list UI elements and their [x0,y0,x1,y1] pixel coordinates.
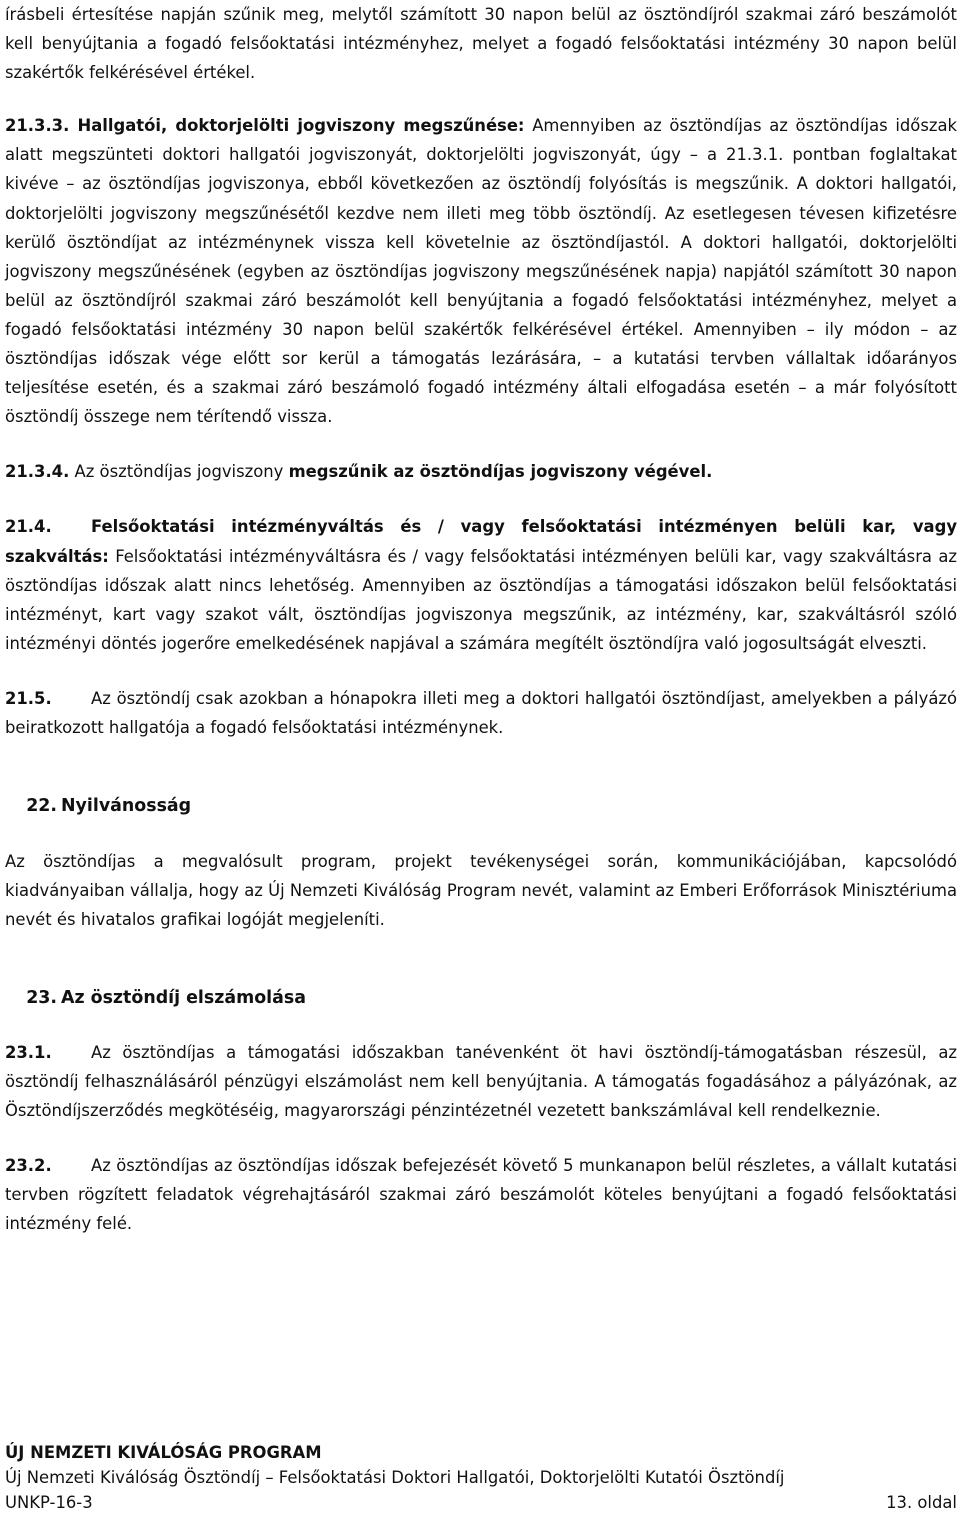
section-23-1-text: Az ösztöndíjas a támogatási időszakban tanévenként öt havi ösztöndíj-támogatásban részesül, az ösztöndíj felhasználásáról pénzügyi elszámolást nem kell benyújtania. A támogatás fogadásához a pályázónak, az Ösztöndíjszerződés megkötéséig, magyarországi pénzintézetnél vezetett bankszámlával kell rendelkeznie. [5,1042,957,1120]
section-23-1-number: 23.1. [5,1042,52,1062]
section-21-3-4-number: 21.3.4. [5,462,70,482]
intro-text: írásbeli értesítése napján szűnik meg, melytől számított 30 napon belül az ösztöndíjról szakmai záró beszámolót kell benyújtania a fogadó felsőoktatási intézményhez, melyet a fogadó felsőoktatási intézmény 30 napon belül szakértők felkérésével értékel. [5,5,957,83]
section-23-1 [5,1038,957,1125]
section-21-4 [5,512,957,657]
footer-page-number: 13. oldal [886,1493,957,1512]
footer-program-name: ÚJ NEMZETI KIVÁLÓSÁG PROGRAM [5,1443,322,1462]
section-23-2-text: Az ösztöndíjas az ösztöndíjas időszak befejezését követő 5 munkanapon belül részletes, a vállalt kutatási tervben rögzített feladatok végrehajtásáról szakmai záró beszámolót köteles benyújtani a fogadó felsőoktatási intézmény felé. [5,1155,957,1233]
document-page [5,0,957,1238]
heading-22-number: 22. [26,796,57,817]
section-23-2-number: 23.2. [5,1155,52,1175]
section-21-4-number: 21.4. [5,517,52,537]
section-21-5 [5,684,957,742]
heading-23-title: Az ösztöndíj elszámolása [61,988,306,1009]
footer-bottom-row [5,1490,957,1515]
heading-22-title: Nyilvánosság [61,796,192,817]
section-21-4-text: Felsőoktatási intézményváltásra és / vagy felsőoktatási intézményen belüli kar, vagy szakváltásra az ösztöndíjas időszak alatt nincs lehetőség. Amennyiben az ösztöndíjas a támogatási időszakon belül felsőoktatási intézményt, kart vagy szakot vált, ösztöndíjas jogviszonya megszűnik, az intézmény, kar, szakváltásról szóló intézményi döntés jogerőre emelkedésének napjával a számára megítélt ösztöndíjra való jogosultságát elveszti. [5,546,957,653]
section-21-3-3-text: Amennyiben az ösztöndíjas az ösztöndíjas időszak alatt megszünteti doktori hallgatói jogviszonyát, doktorjelölti jogviszonyát, úgy – a 21.3.1. pontban foglaltakat kivéve – az ösztöndíjas jogviszonya, ebből következően az ösztöndíj folyósítás is megszűnik. A doktori hallgatói, doktorjelölti jogviszony megszűnésétől kezdve nem illeti meg több ösztöndíj. Az esetlegesen tévesen kifizetésre kerülő ösztöndíjat az intézménynek vissza kell követelnie az ösztöndíjastól. A doktori hallgatói, doktorjelölti jogviszony megszűnésének (egyben az ösztöndíjas jogviszony megszűnésének napja) napjától számított 30 napon belül az ösztöndíjról szakmai záró beszámolót kell benyújtania a fogadó felsőoktatási intézményhez, melyet a fogadó felsőoktatási intézmény 30 napon belül szakértők felkérésével értékel. Amennyiben – ily módon – az ösztöndíjas időszak vége előtt sor kerül a támogatás lezárására, – a kutatási tervben vállaltak időarányos teljesítése esetén, és a szakmai záró beszámoló fogadó intézmény általi elfogadása esetén – a már folyósított ösztöndíj összege nem térítendő vissza. [5,116,958,427]
heading-23 [5,984,957,1013]
section-23-2 [5,1151,957,1238]
heading-23-number: 23. [26,988,57,1009]
page-footer [5,1440,957,1515]
section-21-4-lead: Felsőoktatási intézményváltás és / vagy felsőoktatási intézményen belüli kar, vagy szakváltás: [5,517,957,566]
section-22-text: Az ösztöndíjas a megvalósult program, projekt tevékenységei során, kommunikációjában, kapcsolódó kiadványaiban vállalja, hogy az Új Nemzeti Kiválóság Program nevét, valamint az Emberi Erőforrások Minisztériuma nevét és hivatalos grafikai logóját megjeleníti. [5,852,957,930]
section-21-3-4-text: Az ösztöndíjas jogviszony [69,462,289,482]
section-21-5-number: 21.5. [5,688,52,708]
section-21-3-3-lead: 21.3.3. Hallgatói, doktorjelölti jogviszony megszűnése: [5,116,525,136]
section-21-3-3 [5,111,957,431]
section-22-paragraph [5,847,957,934]
footer-subtitle: Új Nemzeti Kiválóság Ösztöndíj – Felsőoktatási Doktori Hallgatói, Doktorjelölti Kutatói Ösztöndíj [5,1468,785,1487]
heading-22 [5,792,957,821]
footer-code: UNKP-16-3 [5,1493,93,1512]
section-21-3-4 [5,457,957,486]
section-21-5-text: Az ösztöndíj csak azokban a hónapokra illeti meg a doktori hallgatói ösztöndíjast, amelyekben a pályázó beiratkozott hallgatója a fogadó felsőoktatási intézménynek. [5,688,957,737]
intro-paragraph [5,0,957,87]
section-21-3-4-bold: megszűnik az ösztöndíjas jogviszony végével. [288,462,713,482]
